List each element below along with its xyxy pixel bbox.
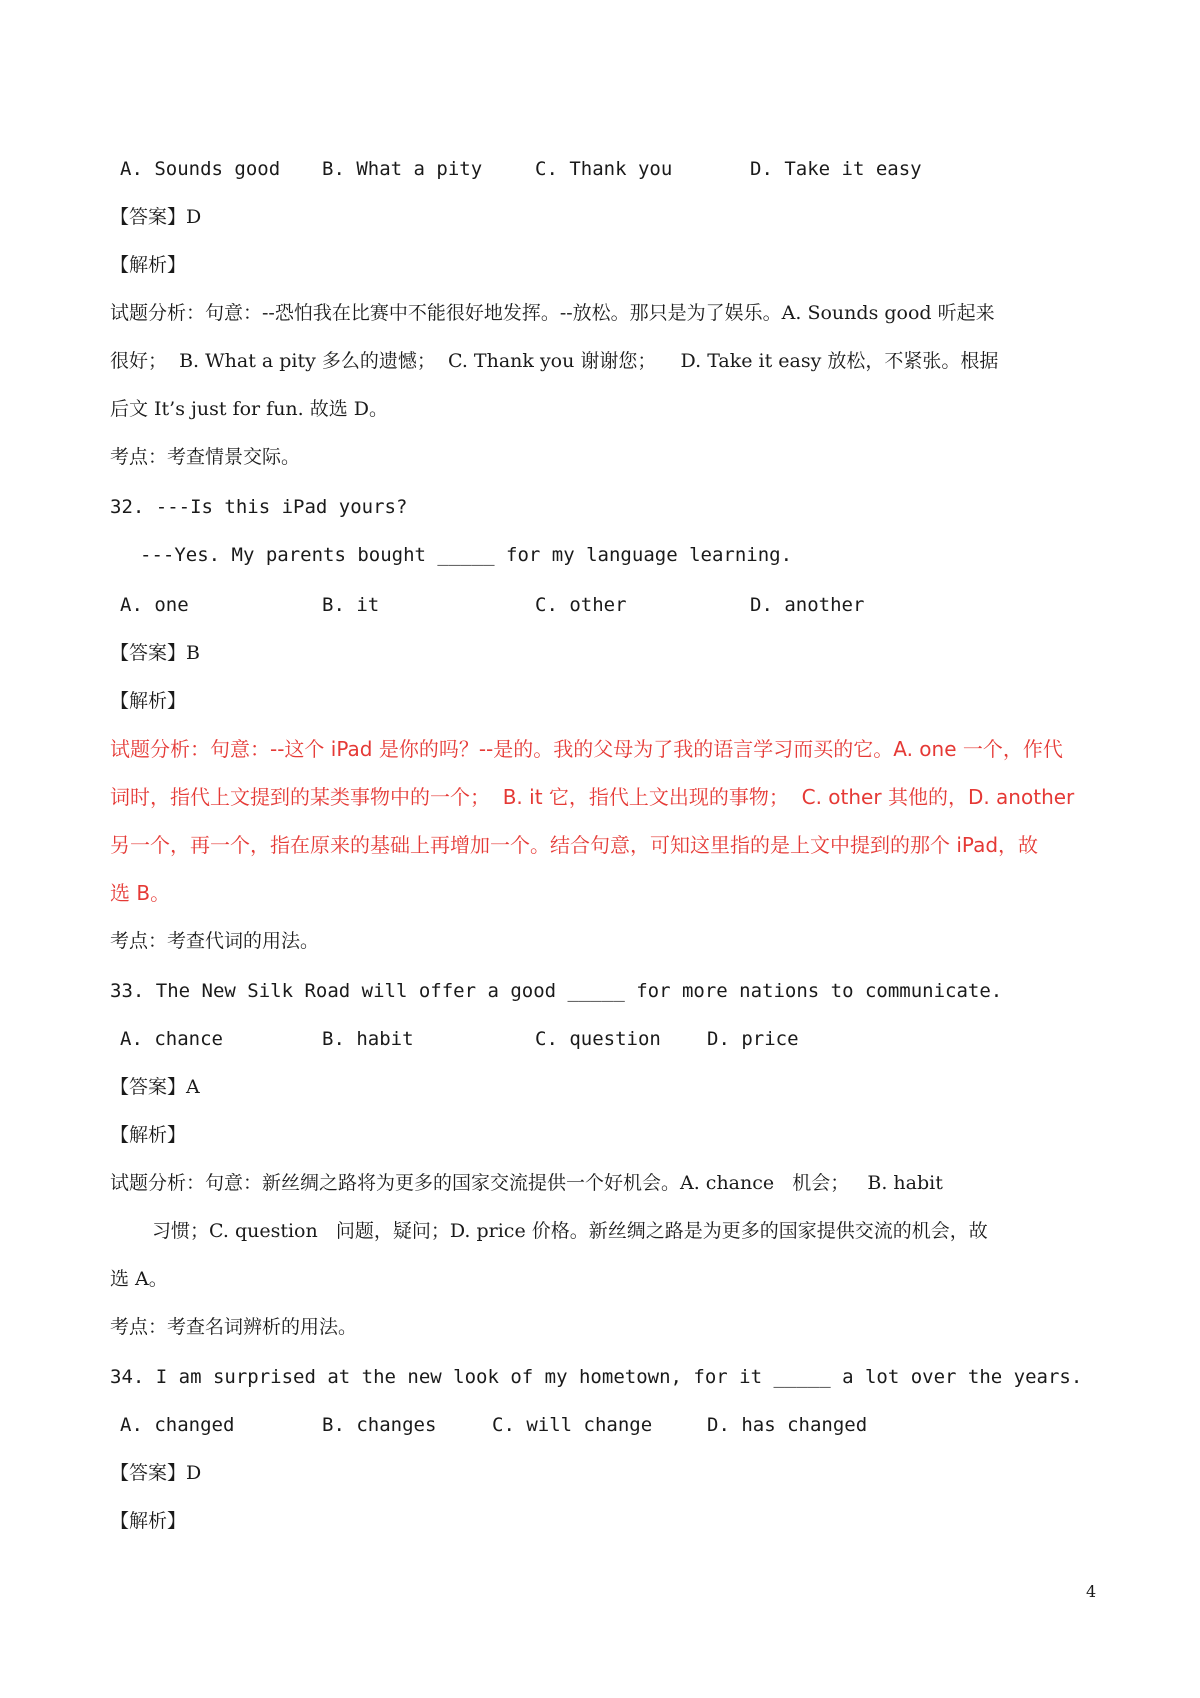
q31-analysis-heading: 【解析】 <box>110 254 187 276</box>
option-b: B. it <box>322 594 380 616</box>
option-b: B. What a pity <box>322 158 483 180</box>
q33-point: 考点：考查名词辨析的用法。 <box>110 1316 358 1338</box>
option-d: D. has changed <box>707 1414 868 1436</box>
q31-answer: 【答案】D <box>110 206 202 228</box>
q32-point: 考点：考查代词的用法。 <box>110 930 320 952</box>
q33-analysis-line-3: 选 A。 <box>110 1268 168 1290</box>
q31-analysis-line-1: 试题分析：句意：--恐怕我在比赛中不能很好地发挥。--放松。那只是为了娱乐。A. Sounds good 听起来 <box>110 302 995 324</box>
q34-analysis-heading: 【解析】 <box>110 1510 187 1532</box>
option-c: C. question <box>535 1028 661 1050</box>
option-b: B. changes <box>322 1414 437 1436</box>
q32-stem: 32. ---Is this iPad yours? <box>110 496 408 518</box>
option-c: C. will change <box>492 1414 653 1436</box>
q33-analysis-heading: 【解析】 <box>110 1124 187 1146</box>
option-b: B. habit <box>322 1028 414 1050</box>
q32-analysis-line-3: 另一个，再一个，指在原来的基础上再增加一个。结合句意，可知这里指的是上文中提到的那个 iPad，故 <box>110 833 1039 857</box>
q31-point: 考点：考查情景交际。 <box>110 446 301 468</box>
option-a: A. Sounds good <box>120 158 281 180</box>
q33-stem: 33. The New Silk Road will offer a good _____ for more nations to communicate. <box>110 980 1003 1002</box>
option-a: A. changed <box>120 1414 235 1436</box>
option-d: D. price <box>707 1028 799 1050</box>
option-a: A. chance <box>120 1028 223 1050</box>
q33-answer: 【答案】A <box>110 1076 200 1098</box>
q32-analysis-heading: 【解析】 <box>110 690 187 712</box>
q31-analysis-line-3: 后文 It’s just for fun. 故选 D。 <box>110 398 389 420</box>
q32-analysis-line-2: 词时，指代上文提到的某类事物中的一个； B. it 它，指代上文出现的事物； C. other 其他的，D. another <box>110 785 1075 809</box>
q32-analysis-line-1: 试题分析：句意：--这个 iPad 是你的吗？--是的。我的父母为了我的语言学习而买的它。A. one 一个，作代 <box>110 737 1063 761</box>
option-a: A. one <box>120 594 189 616</box>
q32-analysis-line-4: 选 B。 <box>110 881 171 905</box>
q34-stem: 34. I am surprised at the new look of my hometown, for it _____ a lot over the years. <box>110 1366 1083 1388</box>
q34-answer: 【答案】D <box>110 1462 202 1484</box>
option-d: D. Take it easy <box>750 158 922 180</box>
page-number: 4 <box>1086 1582 1097 1601</box>
q32-answer: 【答案】B <box>110 642 200 664</box>
option-d: D. another <box>750 594 865 616</box>
option-c: C. other <box>535 594 627 616</box>
q33-analysis-line-1: 试题分析：句意：新丝绸之路将为更多的国家交流提供一个好机会。A. chance 机会； B. habit <box>110 1172 943 1194</box>
q33-analysis-line-2: 习惯；C. question 问题，疑问；D. price 价格。新丝绸之路是为更多的国家提供交流的机会，故 <box>152 1220 988 1242</box>
option-c: C. Thank you <box>535 158 673 180</box>
q32-stem-reply: ---Yes. My parents bought _____ for my language learning. <box>140 544 793 566</box>
q31-analysis-line-2: 很好； B. What a pity 多么的遗憾； C. Thank you 谢谢您； D. Take it easy 放松，不紧张。根据 <box>110 350 999 372</box>
